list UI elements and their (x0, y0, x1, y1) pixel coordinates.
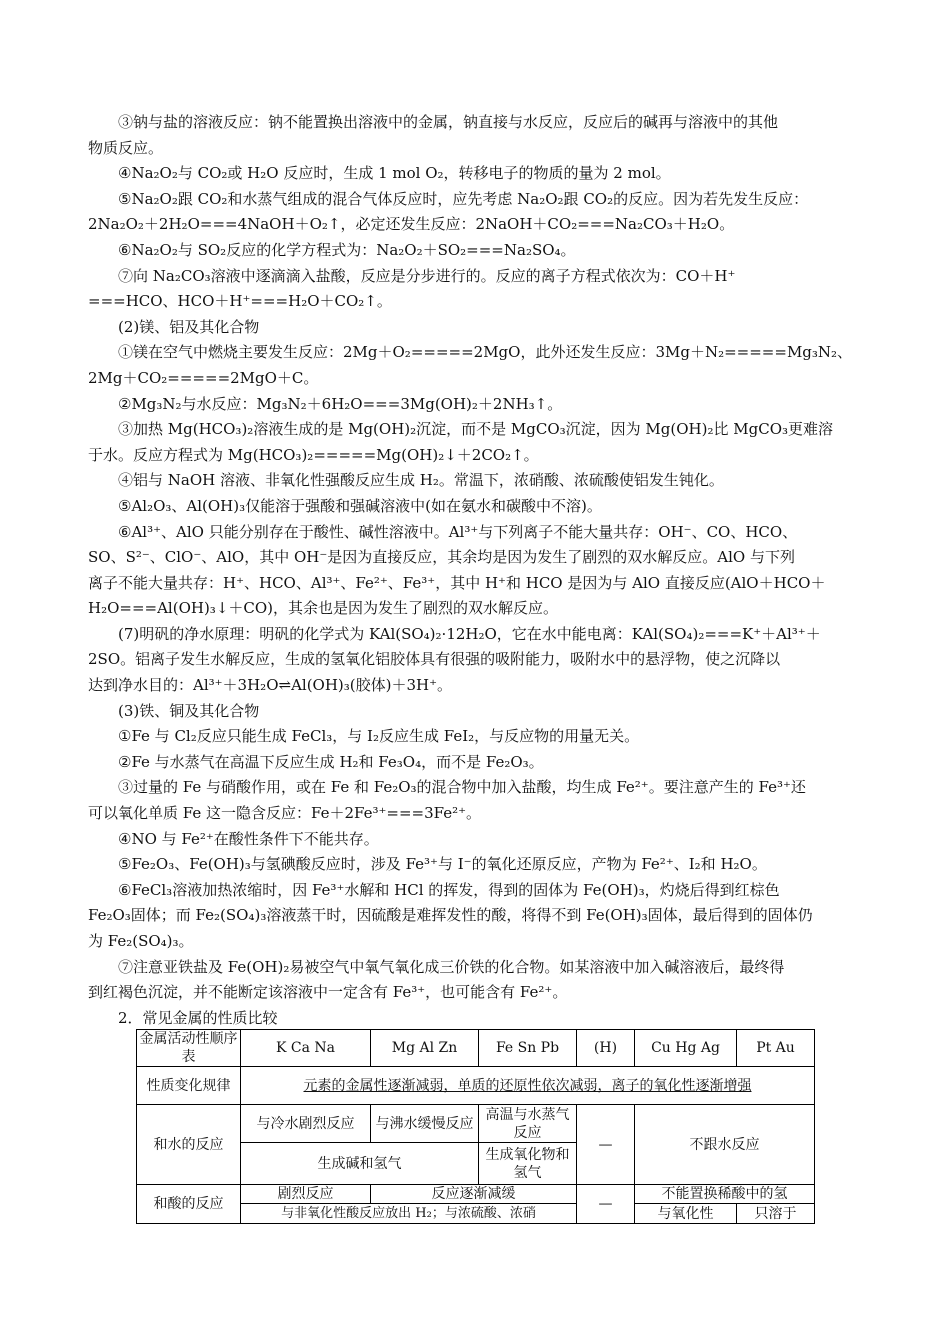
table-cell: Mg Al Zn (371, 1030, 479, 1067)
table-cell: 生成碱和氢气 (241, 1143, 479, 1185)
section-heading: 2．常见金属的性质比较 (118, 1008, 278, 1027)
text-line: 可以氧化单质 Fe 这一隐含反应：Fe＋2Fe³⁺===3Fe²⁺。 (88, 804, 482, 823)
table-cell: 元素的金属性逐渐减弱，单质的还原性依次减弱，离子的氧化性逐渐增强 (241, 1067, 815, 1105)
text-line: ③过量的 Fe 与硝酸作用，或在 Fe 和 Fe₂O₃的混合物中加入盐酸，均生成 Fe²⁺。要注意产生的 Fe³⁺还 (118, 778, 806, 797)
table-cell: 和水的反应 (137, 1105, 241, 1185)
text-line: ⑥FeCl₃溶液加热浓缩时，因 Fe³⁺水解和 HCl 的挥发，得到的固体为 Fe(OH)₃，灼烧后得到红棕色 (118, 880, 780, 899)
text-line: 物质反应。 (88, 138, 164, 157)
text-line: 达到净水目的：Al³⁺＋3H₂O⇌Al(OH)₃(胶体)＋3H⁺。 (88, 676, 453, 695)
text-line: ③钠与盐的溶液反应：钠不能置换出溶液中的金属，钠直接与水反应，反应后的碱再与溶液中的其他 (118, 113, 779, 131)
table-cell: 高温与水蒸气反应 (479, 1105, 577, 1143)
table-cell: — (577, 1105, 635, 1185)
section-heading: (2)镁、铝及其化合物 (118, 317, 260, 336)
table-cell: Fe Sn Pb (479, 1030, 577, 1067)
text-line: 2Mg＋CO₂=====2MgO＋C。 (88, 368, 319, 387)
text-line: H₂O===Al(OH)₃↓＋CO)，其余也是因为发生了剧烈的双水解反应。 (88, 599, 559, 618)
text-line: ⑤Na₂O₂跟 CO₂和水蒸气组成的混合气体反应时，应先考虑 Na₂O₂跟 CO₂的反应。因为若先发生反应： (118, 189, 809, 208)
table-cell: 与氧化性 (635, 1204, 737, 1224)
document-body (88, 110, 868, 1031)
text-line: (7)明矾的净水原理：明矾的化学式为 KAl(SO₄)₂·12H₂O，它在水中能电离：KAl(SO₄)₂===K⁺＋Al³⁺＋ (118, 624, 821, 643)
table-cell: 与冷水剧烈反应 (241, 1105, 371, 1143)
text-line: ②Fe 与水蒸气在高温下反应生成 H₂和 Fe₃O₄，而不是 Fe₂O₃。 (118, 752, 544, 771)
table-cell: — (577, 1185, 635, 1224)
text-line: ⑤Al₂O₃、Al(OH)₃仅能溶于强酸和强碱溶液中(如在氨水和碳酸中不溶)。 (118, 496, 602, 515)
table-cell: 反应逐渐减缓 (371, 1185, 577, 1204)
text-line: ⑦注意亚铁盐及 Fe(OH)₂易被空气中氧气氧化成三价铁的化合物。如某溶液中加入碱溶液后，最终得 (118, 957, 785, 976)
text-line: 为 Fe₂(SO₄)₃。 (88, 932, 194, 950)
table-cell: 剧烈反应 (241, 1185, 371, 1204)
text-line: ①镁在空气中燃烧主要发生反应：2Mg＋O₂=====2MgO，此外还发生反应：3Mg＋N₂=====Mg₃N₂、 (118, 343, 853, 362)
table-cell: 只溶于 (737, 1204, 815, 1224)
table-cell: 和酸的反应 (137, 1185, 241, 1224)
text-line: ⑦向 Na₂CO₃溶液中逐滴滴入盐酸，反应是分步进行的。反应的离子方程式依次为：CO＋H⁺ (118, 266, 736, 285)
text-line: ③加热 Mg(HCO₃)₂溶液生成的是 Mg(OH)₂沉淀，而不是 MgCO₃沉淀，因为 Mg(OH)₂比 MgCO₃更难溶 (118, 420, 834, 439)
table-cell: Cu Hg Ag (635, 1030, 737, 1067)
table-cell: 性质变化规律 (137, 1067, 241, 1105)
table-cell: 不能置换稀酸中的氢 (635, 1185, 815, 1204)
text-line: ⑤Fe₂O₃、Fe(OH)₃与氢碘酸反应时，涉及 Fe³⁺与 I⁻的氧化还原反应，产物为 Fe²⁺、I₂和 H₂O。 (118, 855, 767, 874)
table-cell: 与非氧化性酸反应放出 H₂；与浓硫酸、浓硝 (241, 1204, 577, 1224)
section-heading: (3)铁、铜及其化合物 (118, 701, 260, 720)
text-line: 离子不能大量共存：H⁺、HCO、Al³⁺、Fe²⁺、Fe³⁺，其中 H⁺和 HCO 是因为与 AlO 直接反应(AlO＋HCO＋ (88, 573, 826, 592)
text-line: ⑥Al³⁺、AlO 只能分别存在于酸性、碱性溶液中。Al³⁺与下列离子不能大量共存：OH⁻、CO、HCO、 (118, 522, 798, 541)
table-cell: K Ca Na (241, 1030, 371, 1067)
text-line: 2SO。铝离子发生水解反应，生成的氢氧化铝胶体具有很强的吸附能力，吸附水中的悬浮物，使之沉降以 (88, 650, 781, 669)
text-line: ⑥Na₂O₂与 SO₂反应的化学方程式为：Na₂O₂＋SO₂===Na₂SO₄。 (118, 240, 576, 259)
table-cell: 生成氧化物和氢气 (479, 1143, 577, 1185)
metal-properties-table (136, 1029, 815, 1224)
table-cell: 与沸水缓慢反应 (371, 1105, 479, 1143)
text-line: SO、S²⁻、ClO⁻、AlO，其中 OH⁻是因为直接反应，其余均是因为发生了剧烈的双水解反应。AlO 与下列 (88, 548, 795, 567)
text-line: 于水。反应方程式为 Mg(HCO₃)₂=====Mg(OH)₂↓＋2CO₂↑。 (88, 445, 539, 464)
text-line: ===HCO、HCO＋H⁺===H₂O＋CO₂↑。 (88, 292, 392, 311)
table-cell: Pt Au (737, 1030, 815, 1067)
text-line: ①Fe 与 Cl₂反应只能生成 FeCl₃，与 I₂反应生成 FeI₂，与反应物的用量无关。 (118, 727, 640, 746)
table-cell: (H) (577, 1030, 635, 1067)
table-cell: 不跟水反应 (635, 1105, 815, 1185)
text-line: 到红褐色沉淀，并不能断定该溶液中一定含有 Fe³⁺，也可能含有 Fe²⁺。 (88, 983, 568, 1002)
text-line: ④NO 与 Fe²⁺在酸性条件下不能共存。 (118, 829, 379, 848)
table-cell: 金属活动性顺序表 (137, 1030, 241, 1067)
text-line: ②Mg₃N₂与水反应：Mg₃N₂＋6H₂O===3Mg(OH)₂＋2NH₃↑。 (118, 394, 563, 413)
text-line: ④Na₂O₂与 CO₂或 H₂O 反应时，生成 1 mol O₂，转移电子的物质的量为 2 mol。 (118, 164, 671, 183)
text-line: Fe₂O₃固体；而 Fe₂(SO₄)₃溶液蒸干时，因硫酸是难挥发性的酸，将得不到 Fe(OH)₃固体，最后得到的固体仍 (88, 906, 813, 925)
text-line: ④铝与 NaOH 溶液、非氧化性强酸反应生成 H₂。常温下，浓硝酸、浓硫酸使铝发生钝化。 (118, 471, 724, 490)
text-line: 2Na₂O₂＋2H₂O===4NaOH＋O₂↑，必定还发生反应：2NaOH＋CO₂===Na₂CO₃＋H₂O。 (88, 215, 735, 234)
